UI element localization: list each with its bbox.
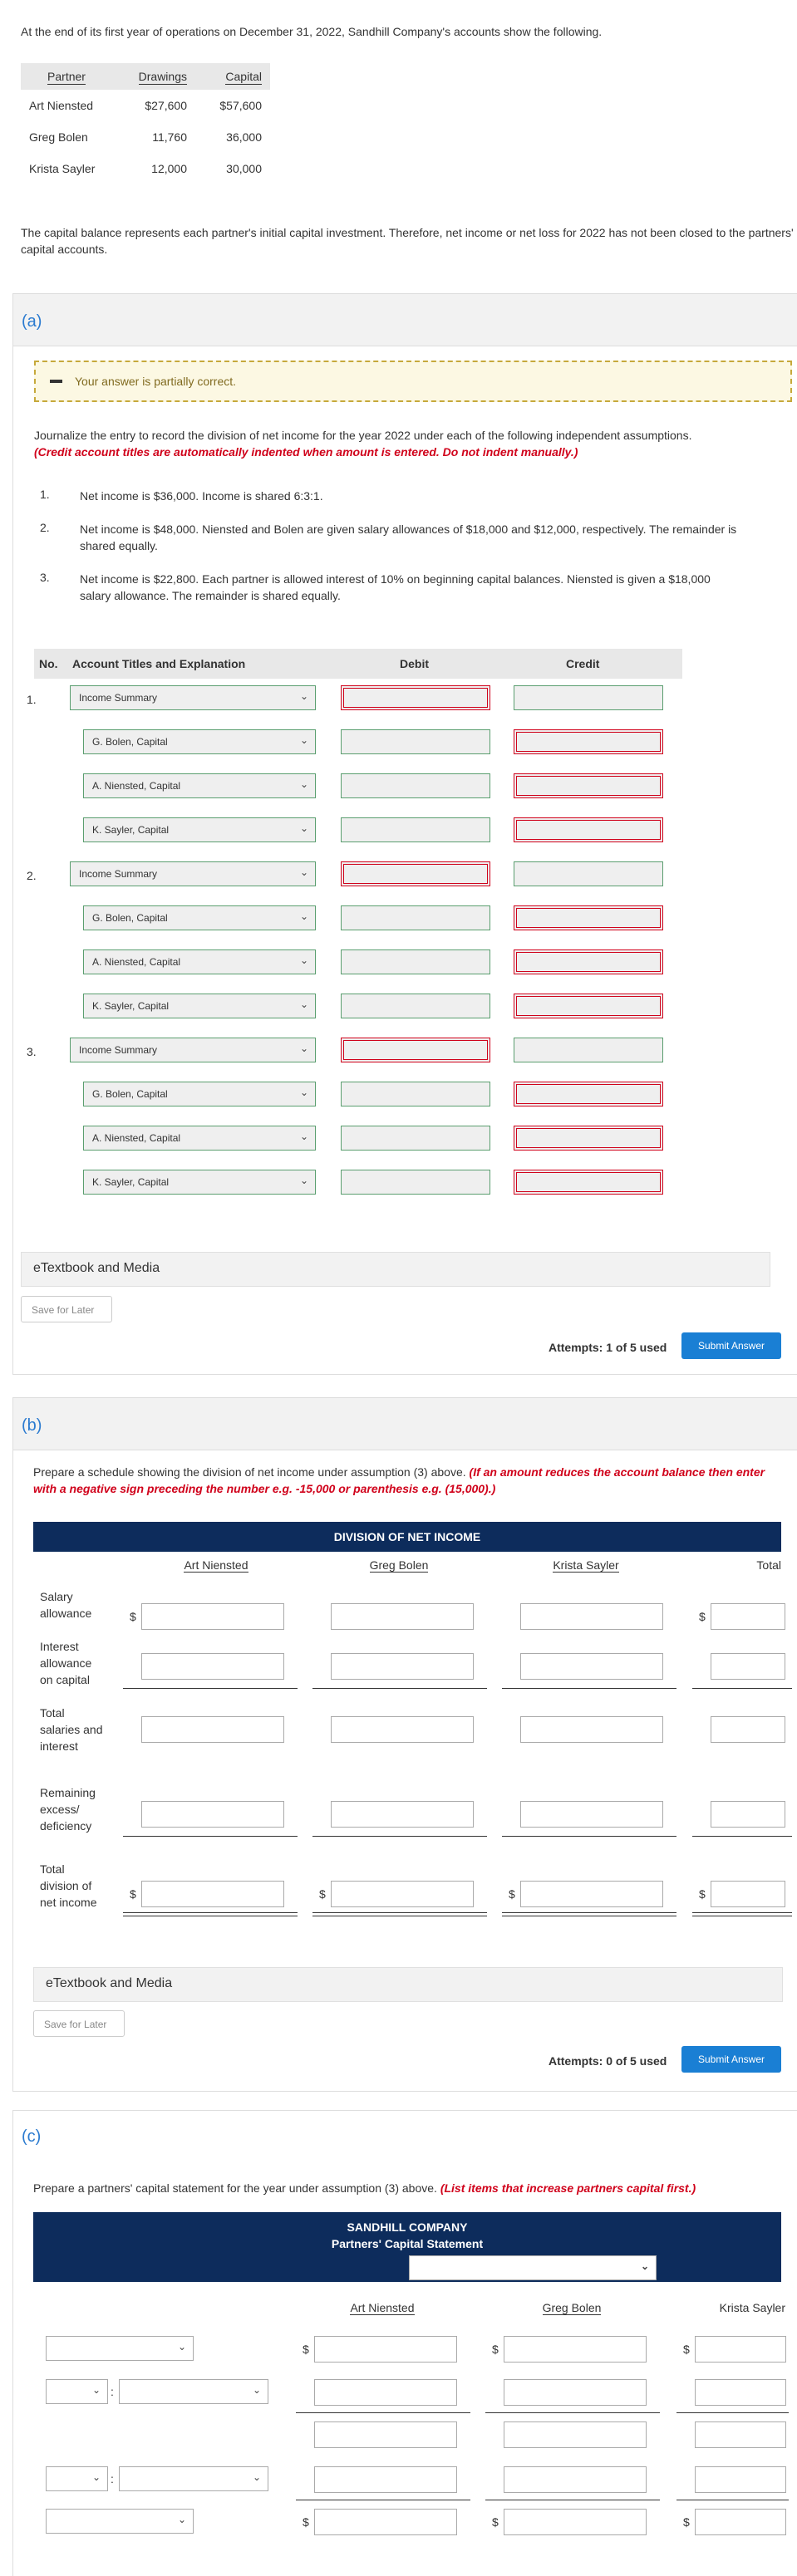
part-b-etextbook[interactable]: eTextbook and Media: [33, 1967, 783, 2002]
credit-input[interactable]: [514, 773, 663, 798]
part-a-instructions: Journalize the entry to record the division of net income for the year 2022 under each of the following independent assumptions. (Credit account titles are automatically indented when amount is entered. Do not indent manually.): [34, 429, 692, 459]
capital-input[interactable]: [504, 2379, 647, 2406]
capital-item-select[interactable]: [119, 2466, 268, 2491]
chevron-down-icon: ⌄: [177, 2341, 186, 2353]
dollar-sign: $: [492, 2343, 499, 2356]
credit-input[interactable]: [514, 685, 663, 710]
chevron-down-icon: ⌄: [252, 2471, 261, 2483]
entry-number: 3.: [27, 1045, 37, 1058]
double-underline: [502, 1912, 676, 1913]
schedule-input[interactable]: [141, 1603, 284, 1630]
schedule-input[interactable]: [331, 1716, 474, 1743]
dollar-sign: $: [319, 1887, 326, 1901]
schedule-input[interactable]: [520, 1603, 663, 1630]
assumption-1: Net income is $36,000. Income is shared 6:3:1.: [80, 489, 323, 503]
underline: [123, 1836, 298, 1837]
part-b-letter: (b): [22, 1416, 42, 1435]
dollar-sign: $: [699, 1610, 706, 1623]
account-title-select[interactable]: Income Summary ⌄: [70, 1038, 316, 1062]
schedule-input[interactable]: [520, 1881, 663, 1907]
schedule-input[interactable]: [711, 1603, 785, 1630]
schedule-input[interactable]: [141, 1716, 284, 1743]
capital-input[interactable]: [504, 2336, 647, 2363]
capital-input[interactable]: [695, 2421, 786, 2448]
debit-input[interactable]: [341, 729, 490, 754]
table-row: Greg Bolen 11,760 36,000: [29, 130, 262, 144]
capital-input[interactable]: [695, 2509, 786, 2535]
chevron-down-icon: ⌄: [299, 866, 308, 878]
dollar-sign: $: [130, 1610, 136, 1623]
dollar-sign: $: [492, 2515, 499, 2529]
dollar-sign: $: [683, 2515, 690, 2529]
schedule-input[interactable]: [711, 1716, 785, 1743]
dollar-sign: $: [303, 2515, 309, 2529]
company-name: SANDHILL COMPANY: [347, 2220, 468, 2234]
account-title-select[interactable]: K. Sayler, Capital ⌄: [83, 994, 316, 1018]
colon: :: [111, 2472, 114, 2485]
underline: [502, 1688, 676, 1689]
double-underline: [123, 1912, 298, 1913]
credit-input[interactable]: [514, 861, 663, 886]
dollar-sign: $: [130, 1887, 136, 1901]
schedule-input[interactable]: [331, 1653, 474, 1680]
schedule-input[interactable]: [331, 1881, 474, 1907]
part-c-letter: (c): [22, 2127, 42, 2146]
entry-number: 1.: [27, 693, 37, 706]
chevron-down-icon: ⌄: [299, 1175, 308, 1186]
schedule-input[interactable]: [141, 1653, 284, 1680]
note-text: The capital balance represents each partner's initial capital investment. Therefore, net income or net loss for 2022 has not been closed to the partners' capital accounts.: [21, 226, 794, 256]
capital-input[interactable]: [314, 2466, 457, 2493]
part-a-submit-button[interactable]: Submit Answer: [681, 1332, 781, 1359]
schedule-input[interactable]: [331, 1801, 474, 1828]
schedule-row-label: Remaining excess/ deficiency: [40, 1786, 96, 1833]
schedule-input[interactable]: [141, 1801, 284, 1828]
chevron-down-icon: ⌄: [299, 778, 308, 790]
part-a-etextbook[interactable]: eTextbook and Media: [21, 1252, 770, 1287]
capital-input[interactable]: [314, 2421, 457, 2448]
debit-input[interactable]: [341, 1038, 490, 1062]
credit-input[interactable]: [514, 1038, 663, 1062]
underline: [312, 1688, 487, 1689]
underline: [692, 1688, 792, 1689]
capital-input[interactable]: [504, 2466, 647, 2493]
header-partner: Partner: [21, 63, 112, 90]
division-title-bar: DIVISION OF NET INCOME: [33, 1522, 781, 1552]
chevron-down-icon: ⌄: [299, 1131, 308, 1142]
entry-number: 2.: [27, 869, 37, 882]
assumption-2: Net income is $48,000. Niensted and Bolen are given salary allowances of $18,000 and $12,000, respectively. The remainder is shared equally.: [80, 523, 737, 552]
prefix-select[interactable]: [46, 2379, 108, 2404]
chevron-down-icon: ⌄: [299, 910, 308, 922]
col-greg-bolen: Greg Bolen: [369, 1558, 429, 1572]
part-b-submit-button[interactable]: Submit Answer: [681, 2046, 781, 2073]
capital-item-select[interactable]: [46, 2509, 194, 2534]
debit-input[interactable]: [341, 1126, 490, 1151]
account-title-select[interactable]: A. Niensted, Capital ⌄: [83, 1126, 316, 1151]
partial-correct-banner: Your answer is partially correct.: [34, 361, 792, 402]
account-title-select[interactable]: Income Summary ⌄: [70, 861, 316, 886]
account-title-select[interactable]: K. Sayler, Capital ⌄: [83, 1170, 316, 1195]
part-c-instructions: Prepare a partners' capital statement for the year under assumption (3) above. (List items that increase partners capital first.): [33, 2181, 696, 2195]
account-title-select[interactable]: G. Bolen, Capital ⌄: [83, 729, 316, 754]
cap-col-krista: Krista Sayler: [719, 2301, 785, 2314]
dollar-sign: $: [699, 1887, 706, 1901]
part-b-header: [13, 1398, 797, 1450]
debit-input[interactable]: [341, 994, 490, 1018]
chevron-down-icon: ⌄: [252, 2384, 261, 2396]
schedule-input[interactable]: [141, 1881, 284, 1907]
assumption-3: Net income is $22,800. Each partner is allowed interest of 10% on beginning capital balances. Niensted is given a $18,000 salary allowance. The remainder is shared equally.: [80, 572, 711, 602]
header-drawings: Drawings: [112, 63, 195, 90]
credit-input[interactable]: [514, 1126, 663, 1151]
underline: [502, 1836, 676, 1837]
part-a-section: (a) Your answer is partially correct. Journalize the entry to record the division of net income for the year 2022 under each of the following independent assumptions. (Credit account titles are automatically indented when amount is entered. Do not indent manually.) 1. Net income is $36,000. Income is shared 6:3:1. 2. Net income is $48,000. Niensted and Bolen are given salary allowances of $18,000 and $12,000, respectively. The remainder is shared equally. 3. Net income is $22,800. Each partner is allowed interest of 10% on beginning capital balances. Niensted is given a $18,000 salary allowance. The remainder is shared equally. No. Account Titles and Explanation Debit Credit: [12, 293, 797, 1375]
double-underline: [692, 1912, 792, 1913]
prefix-select[interactable]: [46, 2466, 108, 2491]
chevron-down-icon: ⌄: [299, 1043, 308, 1054]
cap-col-greg: Greg Bolen: [542, 2301, 602, 2314]
credit-input[interactable]: [514, 949, 663, 974]
capital-item-select[interactable]: [119, 2379, 268, 2404]
debit-input[interactable]: [341, 1082, 490, 1106]
chevron-down-icon: ⌄: [299, 822, 308, 834]
colon: :: [111, 2385, 114, 2398]
balances-table: [21, 63, 270, 184]
chevron-down-icon: ⌄: [299, 999, 308, 1010]
part-a-attempts: Attempts: 1 of 5 used: [549, 1341, 667, 1354]
col-total: Total: [756, 1558, 781, 1572]
capital-input[interactable]: [314, 2509, 457, 2535]
account-title-select[interactable]: A. Niensted, Capital ⌄: [83, 949, 316, 974]
schedule-input[interactable]: [711, 1801, 785, 1828]
credit-input[interactable]: [514, 817, 663, 842]
schedule-input[interactable]: [711, 1653, 785, 1680]
debit-input[interactable]: [341, 949, 490, 974]
capital-input[interactable]: [314, 2336, 457, 2363]
dollar-sign: $: [303, 2343, 309, 2356]
dollar-sign: $: [683, 2343, 690, 2356]
credit-input[interactable]: [514, 905, 663, 930]
underline: [692, 1836, 792, 1837]
chevron-down-icon: ⌄: [299, 690, 308, 702]
debit-input[interactable]: [341, 685, 490, 710]
dollar-sign: $: [509, 1887, 515, 1901]
part-b-save-button[interactable]: Save for Later: [33, 2010, 125, 2037]
double-underline: [312, 1912, 487, 1913]
table-row: Art Niensted $27,600 $57,600: [29, 99, 262, 112]
debit-input[interactable]: [341, 817, 490, 842]
part-b-attempts: Attempts: 0 of 5 used: [549, 2054, 667, 2068]
chevron-down-icon: ⌄: [299, 954, 308, 966]
capital-item-select[interactable]: [46, 2336, 194, 2361]
underline: [676, 2412, 789, 2413]
capital-input[interactable]: [695, 2336, 786, 2363]
schedule-row-label: Salary allowance: [40, 1590, 92, 1620]
col-art-niensted: Art Niensted: [184, 1558, 248, 1572]
partial-icon: [50, 380, 62, 383]
capital-input[interactable]: [504, 2421, 647, 2448]
account-title-select[interactable]: G. Bolen, Capital ⌄: [83, 1082, 316, 1106]
underline: [312, 1836, 487, 1837]
intro-text: At the end of its first year of operations on December 31, 2022, Sandhill Company's accounts show the following.: [21, 25, 603, 38]
schedule-row-label: Total salaries and interest: [40, 1706, 103, 1753]
chevron-down-icon: ⌄: [91, 2471, 101, 2483]
schedule-row-label: Total division of net income: [40, 1862, 97, 1909]
account-title-select[interactable]: K. Sayler, Capital ⌄: [83, 817, 316, 842]
cap-col-art: Art Niensted: [350, 2301, 415, 2314]
credit-input[interactable]: [514, 1082, 663, 1106]
chevron-down-icon: ⌄: [299, 734, 308, 746]
schedule-row-label: Interest allowance on capital: [40, 1640, 92, 1686]
account-title-select[interactable]: Income Summary ⌄: [70, 685, 316, 710]
debit-input[interactable]: [341, 1170, 490, 1195]
credit-input[interactable]: [514, 994, 663, 1018]
underline: [485, 2412, 660, 2413]
capital-input[interactable]: [504, 2509, 647, 2535]
journal-header: No. Account Titles and Explanation Debit Credit: [34, 649, 682, 679]
part-b-instructions: Prepare a schedule showing the division of net income under assumption (3) above. (If an amount reduces the account balance then enter with a negative sign preceding the number e.g. -15,000 or parenthesis e.g. (15,000).): [33, 1465, 765, 1495]
statement-date-select[interactable]: ⌄: [409, 2255, 657, 2280]
credit-input[interactable]: [514, 1170, 663, 1195]
part-a-save-button[interactable]: Save for Later: [21, 1296, 112, 1322]
debit-input[interactable]: [341, 861, 490, 886]
chevron-down-icon: ⌄: [177, 2514, 186, 2525]
chevron-down-icon: ⌄: [91, 2384, 101, 2396]
statement-name: Partners' Capital Statement: [331, 2237, 484, 2250]
part-a-letter: (a): [22, 312, 42, 331]
schedule-input[interactable]: [711, 1881, 785, 1907]
underline: [123, 1688, 298, 1689]
chevron-down-icon: ⌄: [299, 1087, 308, 1098]
credit-input[interactable]: [514, 729, 663, 754]
underline: [296, 2412, 470, 2413]
capital-input[interactable]: [695, 2466, 786, 2493]
capital-input[interactable]: [314, 2379, 457, 2406]
account-title-select[interactable]: G. Bolen, Capital ⌄: [83, 905, 316, 930]
debit-input[interactable]: [341, 905, 490, 930]
statement-title-bar: [33, 2212, 781, 2282]
schedule-input[interactable]: [520, 1801, 663, 1828]
table-row: Krista Sayler 12,000 30,000: [29, 162, 262, 175]
debit-input[interactable]: [341, 773, 490, 798]
schedule-input[interactable]: [520, 1716, 663, 1743]
schedule-input[interactable]: [331, 1603, 474, 1630]
header-capital: Capital: [195, 63, 270, 90]
account-title-select[interactable]: A. Niensted, Capital ⌄: [83, 773, 316, 798]
capital-input[interactable]: [695, 2379, 786, 2406]
schedule-input[interactable]: [520, 1653, 663, 1680]
col-krista-sayler: Krista Sayler: [553, 1558, 619, 1572]
